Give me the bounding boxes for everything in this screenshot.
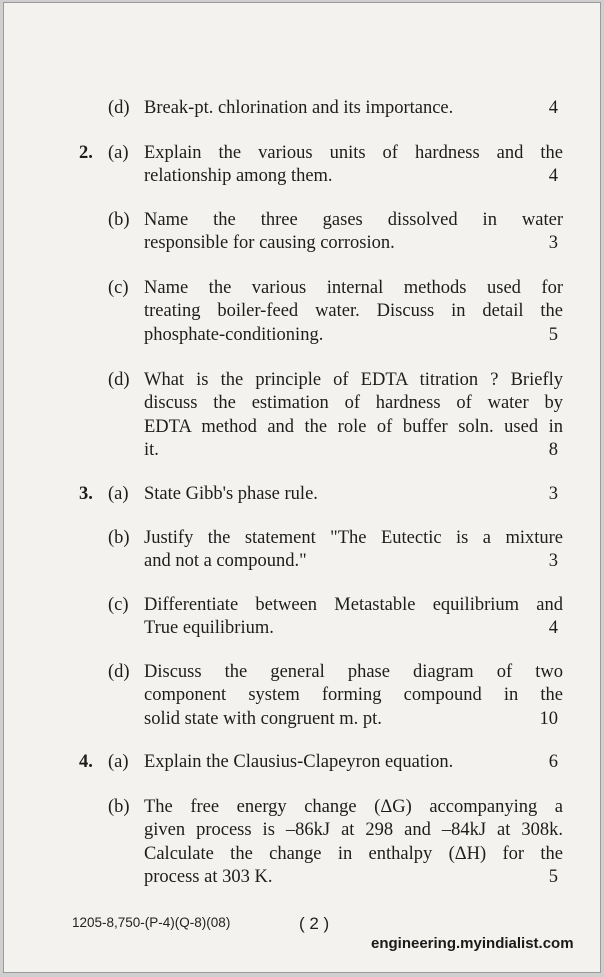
question-item [4,209,601,256]
exam-page [3,2,601,973]
question-item [4,796,601,889]
question-line: it. [144,439,159,460]
question-text [144,594,563,641]
sub-question-label: (a) [108,143,129,163]
question-line: component system forming compound in the [144,685,563,706]
question-item [4,483,601,506]
sub-question-label: (a) [108,752,129,772]
question-text [144,751,563,774]
question-line: Name the various internal methods used for [144,278,563,298]
question-line: The free energy change (ΔG) accompanying a [144,797,563,817]
marks-value: 8 [548,439,558,460]
question-line: and not a compound." [144,551,307,572]
sub-question-label: (a) [108,484,129,504]
question-item [4,527,601,574]
marks-value: 3 [548,484,558,504]
paper-code: 1205-8,750-(P-4)(Q-8)(08) [72,915,231,930]
sub-question-label: (c) [108,595,129,615]
question-line: Explain the Clausius-Clapeyron equation. [144,752,454,772]
question-text [144,209,563,256]
question-line: Discuss the general phase diagram of two [144,662,563,682]
question-text [144,97,563,120]
question-line: Calculate the change in enthalpy (ΔH) for the [144,843,563,864]
sub-question-label: (b) [108,797,130,817]
question-line: given process is –86kJ at 298 and –84kJ at 308k. [144,820,563,841]
question-item [4,751,601,774]
question-item [4,277,601,347]
question-line: Justify the statement "The Eutectic is a mixture [144,528,563,548]
question-text [144,277,563,347]
sub-question-label: (d) [108,98,130,118]
sub-question-label: (d) [108,662,130,682]
question-line: EDTA method and the role of buffer soln. used in [144,416,563,437]
marks-value: 10 [539,708,558,729]
marks-value: 4 [548,166,558,187]
marks-value: 5 [548,324,558,345]
question-number: 3. [79,484,93,504]
question-number: 4. [79,752,93,772]
question-line: Name the three gases dissolved in water [144,210,563,230]
question-line: True equilibrium. [144,618,274,639]
question-number: 2. [79,143,93,163]
marks-value: 5 [548,866,558,887]
question-item [4,594,601,641]
marks-value: 4 [548,98,558,118]
question-line: Differentiate between Metastable equilibrium and [144,595,563,615]
question-text [144,142,563,189]
question-item [4,142,601,189]
question-text [144,527,563,574]
question-line: discuss the estimation of hardness of water by [144,393,563,414]
sub-question-label: (d) [108,370,130,390]
page-number: ( 2 ) [299,914,330,933]
question-text [144,661,563,731]
question-text [144,796,563,889]
question-line: process at 303 K. [144,866,273,887]
question-item [4,97,601,120]
question-line: solid state with congruent m. pt. [144,708,382,729]
question-text [144,483,563,506]
question-text [144,369,563,462]
question-line: treating boiler-feed water. Discuss in detail the [144,301,563,322]
question-line: Break-pt. chlorination and its importance. [144,98,454,118]
question-line: relationship among them. [144,166,333,187]
question-line: Explain the various units of hardness and the [144,143,563,163]
question-line: responsible for causing corrosion. [144,233,395,254]
question-item [4,661,601,731]
sub-question-label: (c) [108,278,129,298]
marks-value: 3 [548,233,558,254]
question-line: phosphate-conditioning. [144,324,324,345]
marks-value: 4 [548,618,558,639]
sub-question-label: (b) [108,528,130,548]
question-item [4,369,601,462]
marks-value: 6 [548,752,558,772]
question-line: State Gibb's phase rule. [144,484,318,504]
marks-value: 3 [548,551,558,572]
sub-question-label: (b) [108,210,130,230]
question-line: What is the principle of EDTA titration ? Briefly [144,370,563,390]
watermark-text: engineering.myindialist.com [371,935,574,952]
